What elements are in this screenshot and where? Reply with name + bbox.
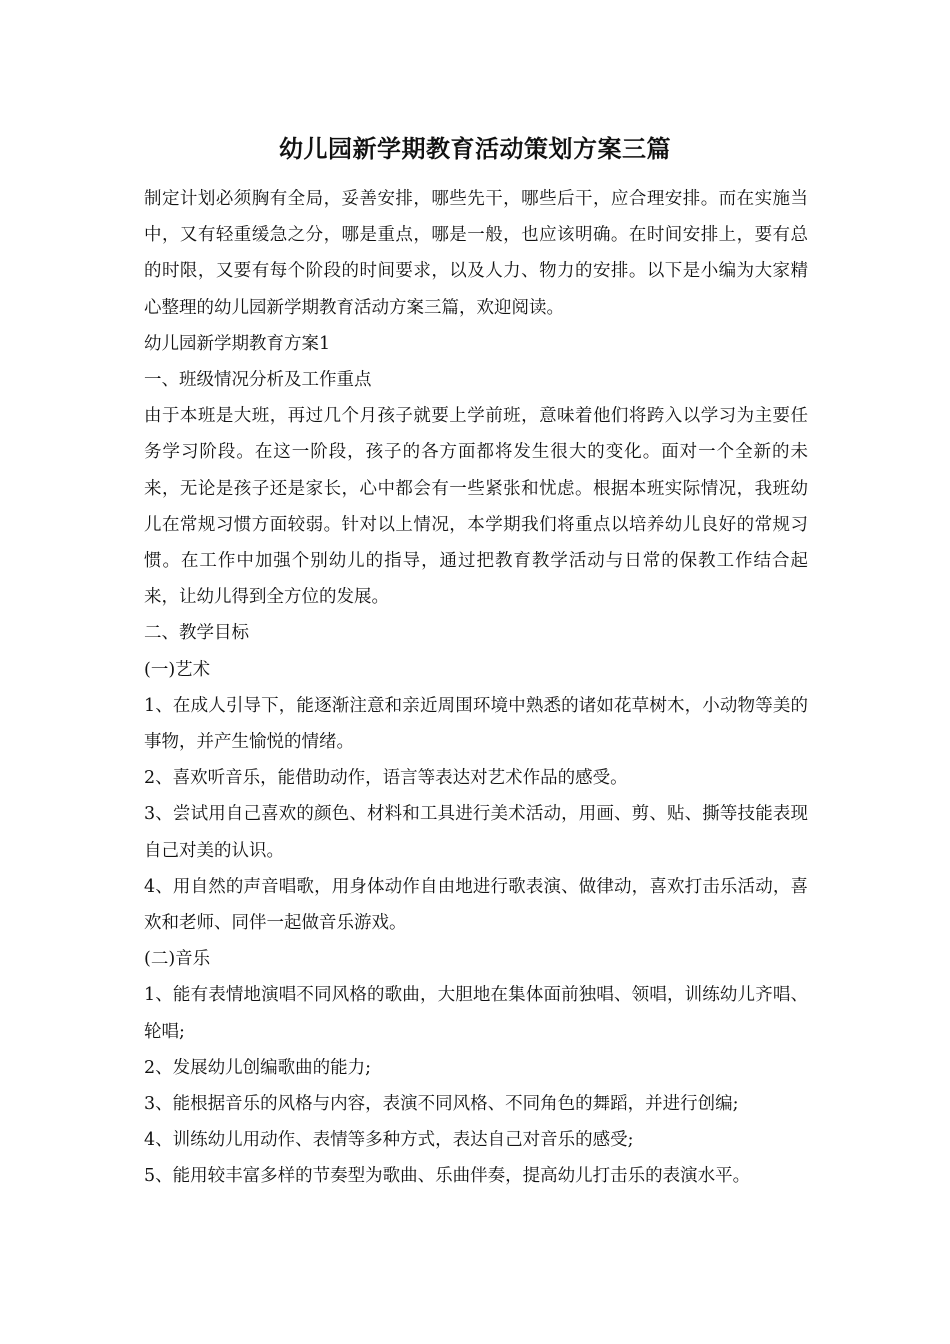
art-item-4: 4、用自然的声音唱歌，用身体动作自由地进行歌表演、做律动，喜欢打击乐活动，喜欢和老师、同伴一起做音乐游戏。 [144, 876, 808, 934]
document-body [144, 181, 808, 1195]
heading-class-analysis: 一、班级情况分析及工作重点 [144, 370, 372, 391]
class-analysis-paragraph: 由于本班是大班，再过几个月孩子就要上学前班，意味着他们将跨入以学习为主要任务学习阶段。在这一阶段，孩子的各方面都将发生很大的变化。面对一个全新的未来，无论是孩子还是家长，心中都会有一些紧张和忧虑。根据本班实际情况，我班幼儿在常规习惯方面较弱。针对以上情况，本学期我们将重点以培养幼儿良好的常规习惯。在工作中加强个别幼儿的指导，通过把教育教学活动与日常的保教工作结合起来，让幼儿得到全方位的发展。 [144, 406, 808, 608]
subheading-art: (一)艺术 [144, 659, 211, 680]
document-title: 幼儿园新学期教育活动策划方案三篇 [279, 134, 671, 163]
intro-paragraph: 制定计划必须胸有全局，妥善安排，哪些先干，哪些后干，应合理安排。而在实施当中，又有轻重缓急之分，哪是重点，哪是一般，也应该明确。在时间安排上，要有总的时限，又要有每个阶段的时间要求，以及人力、物力的安排。以下是小编为大家精心整理的幼儿园新学期教育活动方案三篇，欢迎阅读。 [144, 189, 808, 318]
music-item-4: 4、训练幼儿用动作、表情等多种方式，表达自己对音乐的感受; [144, 1130, 634, 1151]
music-item-1: 1、能有表情地演唱不同风格的歌曲，大胆地在集体面前独唱、领唱，训练幼儿齐唱、轮唱; [144, 985, 808, 1042]
section-title-plan-1: 幼儿园新学期教育方案1 [144, 333, 331, 354]
art-item-1: 1、在成人引导下，能逐渐注意和亲近周围环境中熟悉的诸如花草树木，小动物等美的事物，并产生愉悦的情绪。 [144, 695, 808, 753]
heading-teaching-goals: 二、教学目标 [144, 623, 249, 644]
art-item-2: 2、喜欢听音乐，能借助动作，语言等表达对艺术作品的感受。 [144, 768, 628, 789]
music-item-2: 2、发展幼儿创编歌曲的能力; [144, 1057, 372, 1078]
music-item-3: 3、能根据音乐的风格与内容，表演不同风格、不同角色的舞蹈，并进行创编; [144, 1094, 739, 1115]
art-item-3: 3、尝试用自己喜欢的颜色、材料和工具进行美术活动，用画、剪、贴、撕等技能表现自己对美的认识。 [144, 804, 808, 861]
subheading-music: (二)音乐 [144, 949, 211, 970]
music-item-5: 5、能用较丰富多样的节奏型为歌曲、乐曲伴奏，提高幼儿打击乐的表演水平。 [144, 1166, 751, 1187]
